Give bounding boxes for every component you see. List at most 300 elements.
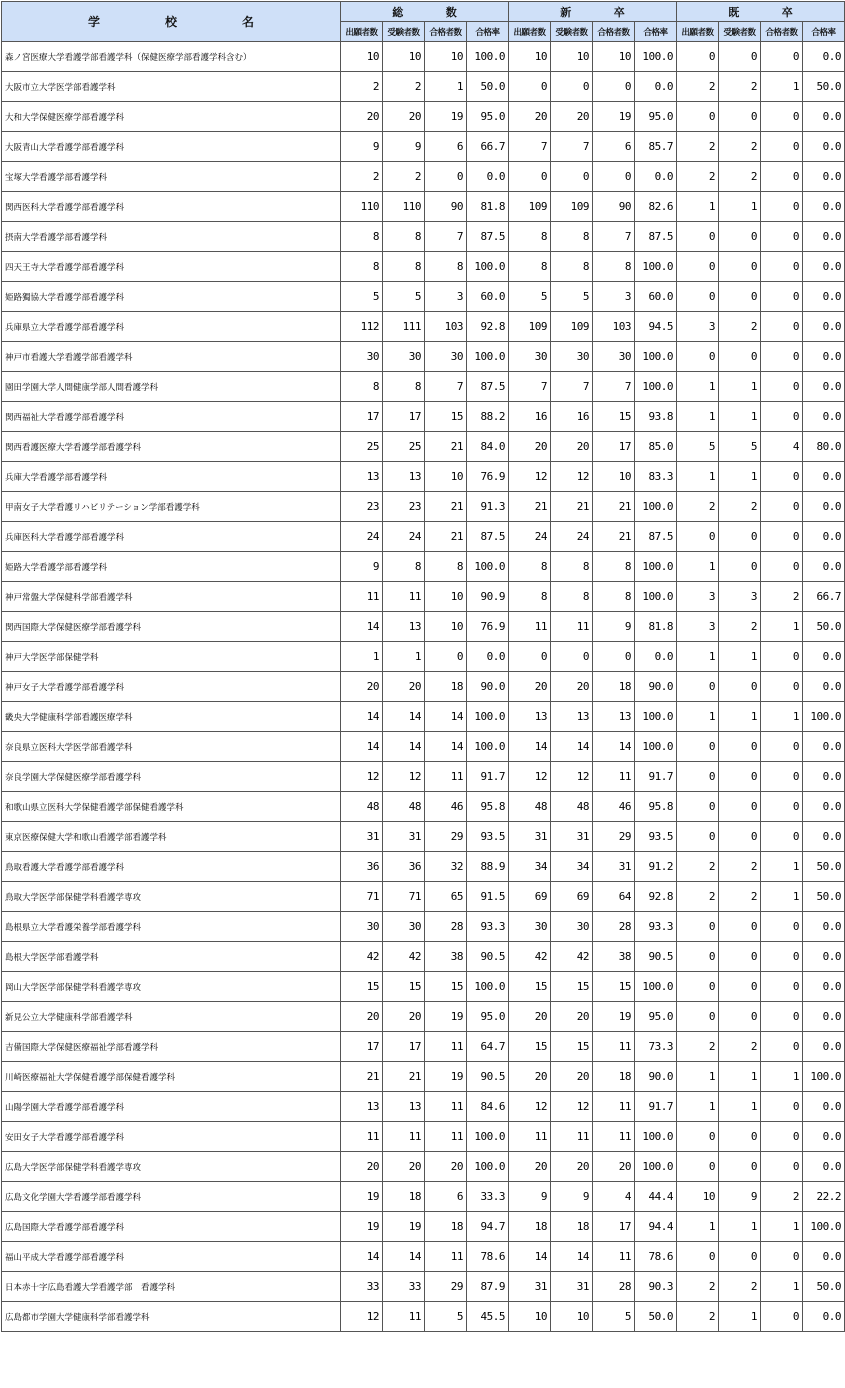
school-name-cell: 兵庫大学看護学部看護学科 xyxy=(2,462,341,492)
value-cell: 21 xyxy=(341,1062,383,1092)
value-cell: 84.6 xyxy=(467,1092,509,1122)
value-cell: 0 xyxy=(719,792,761,822)
group-prev-grad-header xyxy=(677,2,845,22)
subcol-header: 合格率 xyxy=(803,22,845,42)
value-cell: 76.9 xyxy=(467,462,509,492)
school-name-cell: 安田女子大学看護学部看護学科 xyxy=(2,1122,341,1152)
value-cell: 100.0 xyxy=(635,372,677,402)
value-cell: 8 xyxy=(383,372,425,402)
value-cell: 5 xyxy=(509,282,551,312)
value-cell: 94.4 xyxy=(635,1212,677,1242)
value-cell: 4 xyxy=(593,1182,635,1212)
school-name-cell: 和歌山県立医科大学保健看護学部保健看護学科 xyxy=(2,792,341,822)
header-char: 学 xyxy=(88,15,101,29)
school-name-cell: 東京医療保健大学和歌山看護学部看護学科 xyxy=(2,822,341,852)
school-name-cell: 関西福祉大学看護学部看護学科 xyxy=(2,402,341,432)
table-row xyxy=(2,1002,845,1032)
value-cell: 19 xyxy=(425,102,467,132)
value-cell: 84.0 xyxy=(467,432,509,462)
value-cell: 0 xyxy=(761,42,803,72)
value-cell: 30 xyxy=(383,342,425,372)
table-row xyxy=(2,552,845,582)
value-cell: 11 xyxy=(425,1092,467,1122)
value-cell: 0 xyxy=(761,1002,803,1032)
value-cell: 31 xyxy=(509,822,551,852)
value-cell: 88.9 xyxy=(467,852,509,882)
table-row xyxy=(2,1272,845,1302)
value-cell: 0.0 xyxy=(803,192,845,222)
value-cell: 20 xyxy=(509,432,551,462)
value-cell: 25 xyxy=(383,432,425,462)
value-cell: 0 xyxy=(719,222,761,252)
value-cell: 11 xyxy=(551,1122,593,1152)
value-cell: 1 xyxy=(677,1212,719,1242)
value-cell: 21 xyxy=(425,522,467,552)
value-cell: 90.0 xyxy=(635,672,677,702)
value-cell: 21 xyxy=(593,522,635,552)
subcol-header: 合格者数 xyxy=(425,22,467,42)
value-cell: 2 xyxy=(761,582,803,612)
value-cell: 100.0 xyxy=(635,702,677,732)
value-cell: 1 xyxy=(761,612,803,642)
school-name-cell: 甲南女子大学看護リハビリテーション学部看護学科 xyxy=(2,492,341,522)
value-cell: 0.0 xyxy=(803,942,845,972)
value-cell: 0 xyxy=(719,522,761,552)
value-cell: 17 xyxy=(593,432,635,462)
value-cell: 42 xyxy=(383,942,425,972)
value-cell: 30 xyxy=(593,342,635,372)
value-cell: 3 xyxy=(425,282,467,312)
value-cell: 3 xyxy=(593,282,635,312)
school-name-cell: 摂南大学看護学部看護学科 xyxy=(2,222,341,252)
value-cell: 2 xyxy=(719,1272,761,1302)
value-cell: 18 xyxy=(383,1182,425,1212)
value-cell: 8 xyxy=(551,252,593,282)
value-cell: 0.0 xyxy=(803,282,845,312)
value-cell: 45.5 xyxy=(467,1302,509,1332)
school-name-header xyxy=(2,2,341,42)
value-cell: 8 xyxy=(341,222,383,252)
value-cell: 7 xyxy=(593,372,635,402)
value-cell: 0.0 xyxy=(803,492,845,522)
table-row xyxy=(2,162,845,192)
value-cell: 14 xyxy=(593,732,635,762)
value-cell: 30 xyxy=(551,912,593,942)
value-cell: 20 xyxy=(341,102,383,132)
value-cell: 10 xyxy=(425,462,467,492)
value-cell: 0.0 xyxy=(803,552,845,582)
value-cell: 0 xyxy=(593,642,635,672)
value-cell: 8 xyxy=(341,252,383,282)
value-cell: 21 xyxy=(509,492,551,522)
value-cell: 0 xyxy=(677,732,719,762)
value-cell: 2 xyxy=(719,162,761,192)
value-cell: 19 xyxy=(593,102,635,132)
value-cell: 2 xyxy=(383,72,425,102)
value-cell: 19 xyxy=(341,1182,383,1212)
value-cell: 15 xyxy=(551,972,593,1002)
value-cell: 2 xyxy=(677,882,719,912)
value-cell: 0.0 xyxy=(803,132,845,162)
value-cell: 30 xyxy=(341,912,383,942)
school-name-cell: 姫路大学看護学部看護学科 xyxy=(2,552,341,582)
value-cell: 0 xyxy=(719,732,761,762)
value-cell: 0 xyxy=(677,942,719,972)
value-cell: 0 xyxy=(509,72,551,102)
value-cell: 14 xyxy=(341,702,383,732)
value-cell: 38 xyxy=(593,942,635,972)
value-cell: 100.0 xyxy=(467,702,509,732)
value-cell: 90 xyxy=(425,192,467,222)
value-cell: 8 xyxy=(425,552,467,582)
value-cell: 5 xyxy=(719,432,761,462)
school-name-cell: 畿央大学健康科学部看護医療学科 xyxy=(2,702,341,732)
table-row xyxy=(2,762,845,792)
value-cell: 92.8 xyxy=(467,312,509,342)
value-cell: 15 xyxy=(551,1032,593,1062)
school-name-cell: 奈良県立医科大学医学部看護学科 xyxy=(2,732,341,762)
value-cell: 8 xyxy=(341,372,383,402)
value-cell: 14 xyxy=(383,1242,425,1272)
value-cell: 20 xyxy=(509,1002,551,1032)
value-cell: 14 xyxy=(383,732,425,762)
value-cell: 8 xyxy=(551,222,593,252)
value-cell: 1 xyxy=(719,1302,761,1332)
school-name-cell: 神戸大学医学部保健学科 xyxy=(2,642,341,672)
value-cell: 0 xyxy=(761,732,803,762)
value-cell: 109 xyxy=(509,192,551,222)
value-cell: 0 xyxy=(761,462,803,492)
table-row xyxy=(2,312,845,342)
value-cell: 95.0 xyxy=(467,1002,509,1032)
school-name-cell: 広島文化学園大学看護学部看護学科 xyxy=(2,1182,341,1212)
school-name-cell: 山陽学園大学看護学部看護学科 xyxy=(2,1092,341,1122)
value-cell: 8 xyxy=(383,222,425,252)
value-cell: 2 xyxy=(383,162,425,192)
value-cell: 8 xyxy=(551,552,593,582)
value-cell: 11 xyxy=(341,582,383,612)
value-cell: 2 xyxy=(719,882,761,912)
value-cell: 0 xyxy=(761,1032,803,1062)
value-cell: 3 xyxy=(677,312,719,342)
value-cell: 11 xyxy=(383,1302,425,1332)
value-cell: 0 xyxy=(719,282,761,312)
value-cell: 20 xyxy=(551,1152,593,1182)
value-cell: 0 xyxy=(677,1242,719,1272)
table-row xyxy=(2,852,845,882)
value-cell: 91.2 xyxy=(635,852,677,882)
value-cell: 17 xyxy=(341,1032,383,1062)
header-char: 既 xyxy=(728,5,740,19)
value-cell: 15 xyxy=(425,972,467,1002)
value-cell: 13 xyxy=(383,462,425,492)
value-cell: 1 xyxy=(425,72,467,102)
table-row xyxy=(2,132,845,162)
value-cell: 9 xyxy=(509,1182,551,1212)
value-cell: 10 xyxy=(341,42,383,72)
value-cell: 2 xyxy=(677,162,719,192)
value-cell: 10 xyxy=(593,462,635,492)
value-cell: 15 xyxy=(593,402,635,432)
table-row xyxy=(2,1122,845,1152)
value-cell: 0 xyxy=(761,372,803,402)
table-row xyxy=(2,372,845,402)
value-cell: 31 xyxy=(593,852,635,882)
value-cell: 0.0 xyxy=(803,42,845,72)
value-cell: 6 xyxy=(425,132,467,162)
value-cell: 0 xyxy=(761,102,803,132)
results-table xyxy=(1,1,845,1332)
value-cell: 17 xyxy=(383,402,425,432)
value-cell: 82.6 xyxy=(635,192,677,222)
value-cell: 90.0 xyxy=(467,672,509,702)
table-row xyxy=(2,282,845,312)
subcol-header: 受験者数 xyxy=(383,22,425,42)
value-cell: 11 xyxy=(425,1242,467,1272)
value-cell: 42 xyxy=(341,942,383,972)
value-cell: 0 xyxy=(761,942,803,972)
value-cell: 10 xyxy=(593,42,635,72)
value-cell: 1 xyxy=(719,372,761,402)
value-cell: 1 xyxy=(719,1092,761,1122)
value-cell: 1 xyxy=(677,1092,719,1122)
value-cell: 50.0 xyxy=(803,612,845,642)
value-cell: 65 xyxy=(425,882,467,912)
value-cell: 64 xyxy=(593,882,635,912)
table-row xyxy=(2,792,845,822)
value-cell: 0.0 xyxy=(803,402,845,432)
value-cell: 10 xyxy=(425,42,467,72)
value-cell: 0.0 xyxy=(803,792,845,822)
value-cell: 14 xyxy=(509,732,551,762)
value-cell: 17 xyxy=(383,1032,425,1062)
value-cell: 71 xyxy=(383,882,425,912)
table-row xyxy=(2,402,845,432)
value-cell: 0 xyxy=(719,822,761,852)
value-cell: 8 xyxy=(509,222,551,252)
school-name-cell: 大和大学保健医療学部看護学科 xyxy=(2,102,341,132)
school-name-cell: 神戸常盤大学保健科学部看護学科 xyxy=(2,582,341,612)
value-cell: 0.0 xyxy=(803,1152,845,1182)
value-cell: 100.0 xyxy=(467,342,509,372)
value-cell: 15 xyxy=(509,1032,551,1062)
value-cell: 0 xyxy=(719,1242,761,1272)
value-cell: 2 xyxy=(677,72,719,102)
value-cell: 7 xyxy=(593,222,635,252)
table-row xyxy=(2,522,845,552)
table-row xyxy=(2,912,845,942)
table-row xyxy=(2,342,845,372)
value-cell: 3 xyxy=(677,582,719,612)
value-cell: 0 xyxy=(677,972,719,1002)
value-cell: 87.5 xyxy=(467,222,509,252)
subcol-header: 出願者数 xyxy=(677,22,719,42)
value-cell: 20 xyxy=(383,1002,425,1032)
school-name-cell: 関西看護医療大学看護学部看護学科 xyxy=(2,432,341,462)
school-name-cell: 広島都市学園大学健康科学部看護学科 xyxy=(2,1302,341,1332)
table-row xyxy=(2,882,845,912)
value-cell: 1 xyxy=(761,1212,803,1242)
subcol-header: 受験者数 xyxy=(551,22,593,42)
value-cell: 0 xyxy=(719,672,761,702)
value-cell: 2 xyxy=(677,492,719,522)
value-cell: 5 xyxy=(425,1302,467,1332)
value-cell: 4 xyxy=(761,432,803,462)
value-cell: 109 xyxy=(509,312,551,342)
value-cell: 30 xyxy=(509,912,551,942)
school-name-cell: 兵庫医科大学看護学部看護学科 xyxy=(2,522,341,552)
value-cell: 0 xyxy=(719,1002,761,1032)
value-cell: 0.0 xyxy=(803,522,845,552)
value-cell: 14 xyxy=(551,1242,593,1272)
value-cell: 100.0 xyxy=(467,1152,509,1182)
school-name-cell: 森ノ宮医療大学看護学部看護学科（保健医療学部看護学科含む） xyxy=(2,42,341,72)
value-cell: 94.7 xyxy=(467,1212,509,1242)
value-cell: 100.0 xyxy=(635,492,677,522)
value-cell: 0 xyxy=(677,522,719,552)
value-cell: 11 xyxy=(425,762,467,792)
value-cell: 36 xyxy=(341,852,383,882)
value-cell: 28 xyxy=(425,912,467,942)
value-cell: 10 xyxy=(509,42,551,72)
value-cell: 0 xyxy=(677,672,719,702)
value-cell: 44.4 xyxy=(635,1182,677,1212)
value-cell: 0 xyxy=(593,162,635,192)
value-cell: 83.3 xyxy=(635,462,677,492)
school-name-cell: 四天王寺大学看護学部看護学科 xyxy=(2,252,341,282)
value-cell: 23 xyxy=(383,492,425,522)
value-cell: 18 xyxy=(509,1212,551,1242)
value-cell: 11 xyxy=(383,1122,425,1152)
value-cell: 20 xyxy=(551,102,593,132)
value-cell: 91.7 xyxy=(635,1092,677,1122)
value-cell: 100.0 xyxy=(803,1212,845,1242)
value-cell: 21 xyxy=(425,492,467,522)
value-cell: 0 xyxy=(719,942,761,972)
header-char: 校 xyxy=(164,15,177,29)
value-cell: 30 xyxy=(509,342,551,372)
value-cell: 0 xyxy=(677,1152,719,1182)
value-cell: 7 xyxy=(425,372,467,402)
value-cell: 0.0 xyxy=(803,1032,845,1062)
value-cell: 0.0 xyxy=(803,102,845,132)
value-cell: 8 xyxy=(509,582,551,612)
value-cell: 46 xyxy=(593,792,635,822)
value-cell: 0 xyxy=(761,492,803,522)
value-cell: 20 xyxy=(509,1152,551,1182)
value-cell: 20 xyxy=(341,1002,383,1032)
value-cell: 0 xyxy=(425,162,467,192)
value-cell: 0 xyxy=(677,1002,719,1032)
value-cell: 22.2 xyxy=(803,1182,845,1212)
value-cell: 9 xyxy=(593,612,635,642)
value-cell: 0 xyxy=(677,42,719,72)
value-cell: 0.0 xyxy=(803,162,845,192)
value-cell: 13 xyxy=(341,462,383,492)
value-cell: 17 xyxy=(341,402,383,432)
value-cell: 50.0 xyxy=(803,72,845,102)
value-cell: 76.9 xyxy=(467,612,509,642)
value-cell: 95.8 xyxy=(635,792,677,822)
value-cell: 0 xyxy=(761,312,803,342)
value-cell: 0 xyxy=(593,72,635,102)
value-cell: 1 xyxy=(761,1272,803,1302)
value-cell: 10 xyxy=(551,42,593,72)
table-row xyxy=(2,672,845,702)
value-cell: 18 xyxy=(425,672,467,702)
value-cell: 14 xyxy=(383,702,425,732)
value-cell: 1 xyxy=(677,192,719,222)
value-cell: 2 xyxy=(341,162,383,192)
value-cell: 81.8 xyxy=(467,192,509,222)
value-cell: 24 xyxy=(509,522,551,552)
value-cell: 17 xyxy=(593,1212,635,1242)
value-cell: 0.0 xyxy=(803,1092,845,1122)
value-cell: 0 xyxy=(551,642,593,672)
value-cell: 91.7 xyxy=(467,762,509,792)
value-cell: 110 xyxy=(341,192,383,222)
value-cell: 88.2 xyxy=(467,402,509,432)
school-name-cell: 新見公立大学健康科学部看護学科 xyxy=(2,1002,341,1032)
value-cell: 0 xyxy=(551,72,593,102)
school-name-cell: 日本赤十字広島看護大学看護学部 看護学科 xyxy=(2,1272,341,1302)
value-cell: 66.7 xyxy=(803,582,845,612)
value-cell: 95.0 xyxy=(635,102,677,132)
value-cell: 5 xyxy=(677,432,719,462)
value-cell: 13 xyxy=(509,702,551,732)
value-cell: 60.0 xyxy=(635,282,677,312)
value-cell: 10 xyxy=(677,1182,719,1212)
table-row xyxy=(2,702,845,732)
value-cell: 0 xyxy=(719,1122,761,1152)
value-cell: 2 xyxy=(719,492,761,522)
table-row xyxy=(2,942,845,972)
value-cell: 12 xyxy=(551,762,593,792)
value-cell: 18 xyxy=(551,1212,593,1242)
table-row xyxy=(2,252,845,282)
value-cell: 1 xyxy=(719,462,761,492)
value-cell: 100.0 xyxy=(635,582,677,612)
value-cell: 110 xyxy=(383,192,425,222)
value-cell: 87.9 xyxy=(467,1272,509,1302)
value-cell: 90.5 xyxy=(635,942,677,972)
value-cell: 2 xyxy=(677,132,719,162)
value-cell: 48 xyxy=(551,792,593,822)
value-cell: 2 xyxy=(341,72,383,102)
table-row xyxy=(2,192,845,222)
value-cell: 0 xyxy=(761,822,803,852)
value-cell: 7 xyxy=(551,132,593,162)
value-cell: 87.5 xyxy=(635,522,677,552)
value-cell: 2 xyxy=(677,1302,719,1332)
header-char: 新 xyxy=(560,5,572,19)
value-cell: 0 xyxy=(677,792,719,822)
value-cell: 0.0 xyxy=(803,312,845,342)
value-cell: 29 xyxy=(425,822,467,852)
value-cell: 13 xyxy=(383,1092,425,1122)
value-cell: 11 xyxy=(593,1122,635,1152)
value-cell: 14 xyxy=(341,1242,383,1272)
value-cell: 0.0 xyxy=(467,162,509,192)
value-cell: 0.0 xyxy=(803,822,845,852)
value-cell: 85.0 xyxy=(635,432,677,462)
value-cell: 69 xyxy=(509,882,551,912)
value-cell: 12 xyxy=(509,462,551,492)
value-cell: 109 xyxy=(551,192,593,222)
value-cell: 85.7 xyxy=(635,132,677,162)
table-row xyxy=(2,1092,845,1122)
value-cell: 13 xyxy=(341,1092,383,1122)
